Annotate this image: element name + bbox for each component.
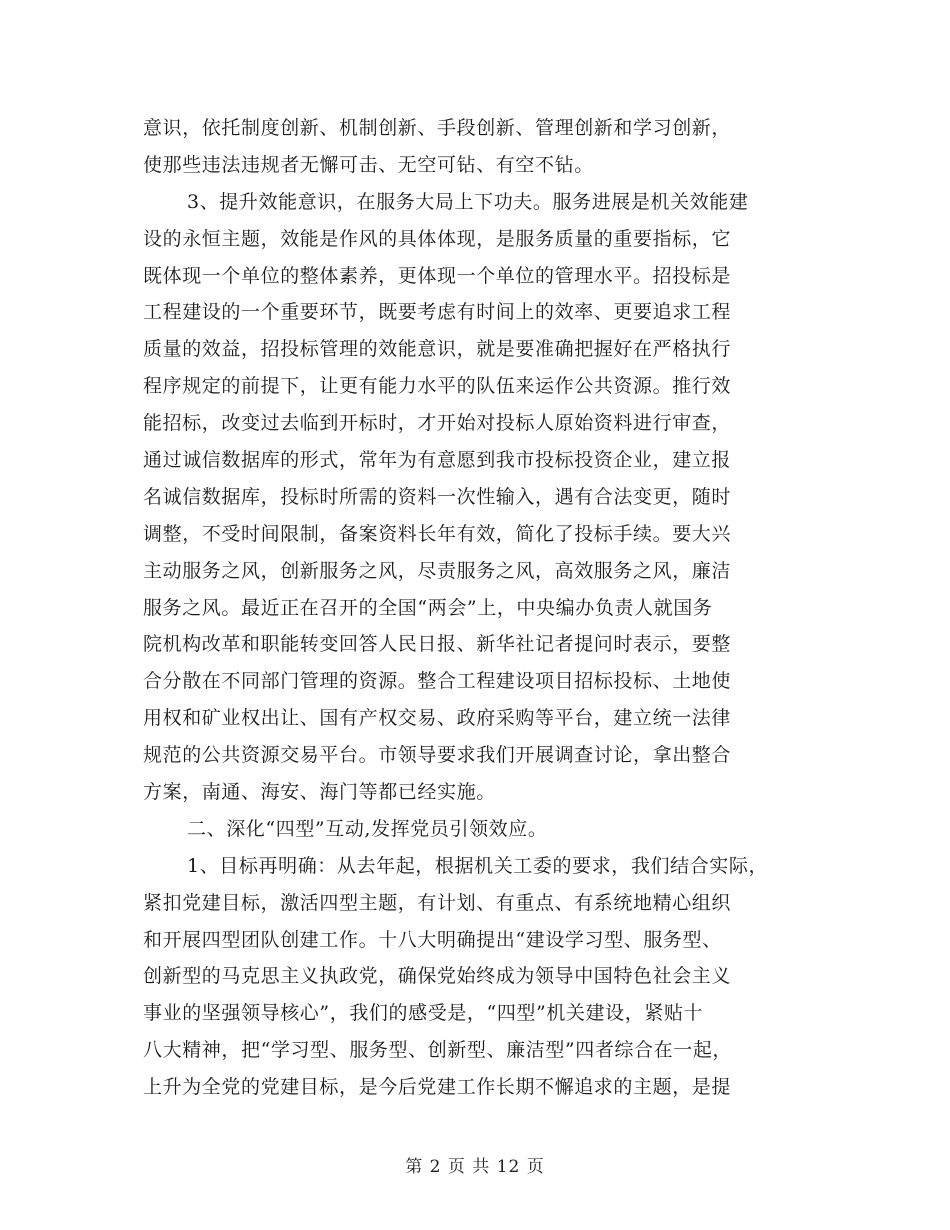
text-line: 调整，不受时间限制，备案资料长年有效，简化了投标手续。要大兴 <box>143 522 732 545</box>
page-footer: 第 2 页 共 12 页 <box>405 1157 545 1177</box>
text-line: 紧扣党建目标，激活四型主题，有计划、有重点、有系统地精心组织 <box>143 891 732 914</box>
text-line: 质量的效益，招投标管理的效能意识，就是要准确把握好在严格执行 <box>143 338 732 361</box>
text-line: 方案，南通、海安、海门等都已经实施。 <box>143 781 496 804</box>
text-line: 院机构改革和职能转变回答人民日报、新华社记者提问时表示，要整 <box>143 633 732 656</box>
text-line: 3、提升效能意识，在服务大局上下功夫。服务进展是机关效能建 <box>187 190 749 213</box>
text-line: 能招标，改变过去临到开标时，才开始对投标人原始资料进行审查， <box>143 412 732 435</box>
text-line: 合分散在不同部门管理的资源。整合工程建设项目招标投标、土地使 <box>143 670 732 693</box>
text-line: 使那些违法违规者无懈可击、无空可钻、有空不钻。 <box>143 153 594 176</box>
text-line: 通过诚信数据库的形式，常年为有意愿到我市投标投资企业，建立报 <box>143 449 732 472</box>
text-line: 设的永恒主题，效能是作风的具体体现，是服务质量的重要指标，它 <box>143 227 732 250</box>
text-line: 二、深化“四型”互动,发挥党员引领效应。 <box>187 817 548 840</box>
text-line: 用权和矿业权出让、国有产权交易、政府采购等平台，建立统一法律 <box>143 707 732 730</box>
text-line: 1、目标再明确：从去年起，根据机关工委的要求，我们结合实际， <box>187 854 769 877</box>
text-line: 意识，依托制度创新、机制创新、手段创新、管理创新和学习创新， <box>143 117 732 139</box>
text-line: 八大精神，把“学习型、服务型、创新型、廉洁型”四者综合在一起， <box>143 1039 733 1062</box>
text-line: 服务之风。最近正在召开的全国“两会”上，中央编办负责人就国务 <box>143 596 713 619</box>
text-line: 工程建设的一个重要环节，既要考虑有时间上的效率、更要追求工程 <box>143 301 732 324</box>
text-line: 和开展四型团队创建工作。十八大明确提出“建设学习型、服务型、 <box>143 928 722 951</box>
text-line: 既体现一个单位的整体素养，更体现一个单位的管理水平。招投标是 <box>143 264 732 287</box>
document-body <box>143 110 823 1106</box>
text-line: 名诚信数据库，投标时所需的资料一次性输入，遇有合法变更，随时 <box>143 485 732 508</box>
text-line: 上升为全党的党建目标，是今后党建工作长期不懈追求的主题，是提 <box>143 1076 732 1099</box>
text-line: 主动服务之风，创新服务之风，尽责服务之风，高效服务之风，廉洁 <box>143 559 732 582</box>
text-line: 事业的坚强领导核心”，我们的感受是，“四型”机关建设，紧贴十 <box>143 1002 704 1025</box>
text-line: 规范的公共资源交易平台。市领导要求我们开展调查讨论，拿出整合 <box>143 744 732 767</box>
text-line: 程序规定的前提下，让更有能力水平的队伍来运作公共资源。推行效 <box>143 375 732 398</box>
text-line: 创新型的马克思主义执政党，确保党始终成为领导中国特色社会主义 <box>143 965 732 988</box>
